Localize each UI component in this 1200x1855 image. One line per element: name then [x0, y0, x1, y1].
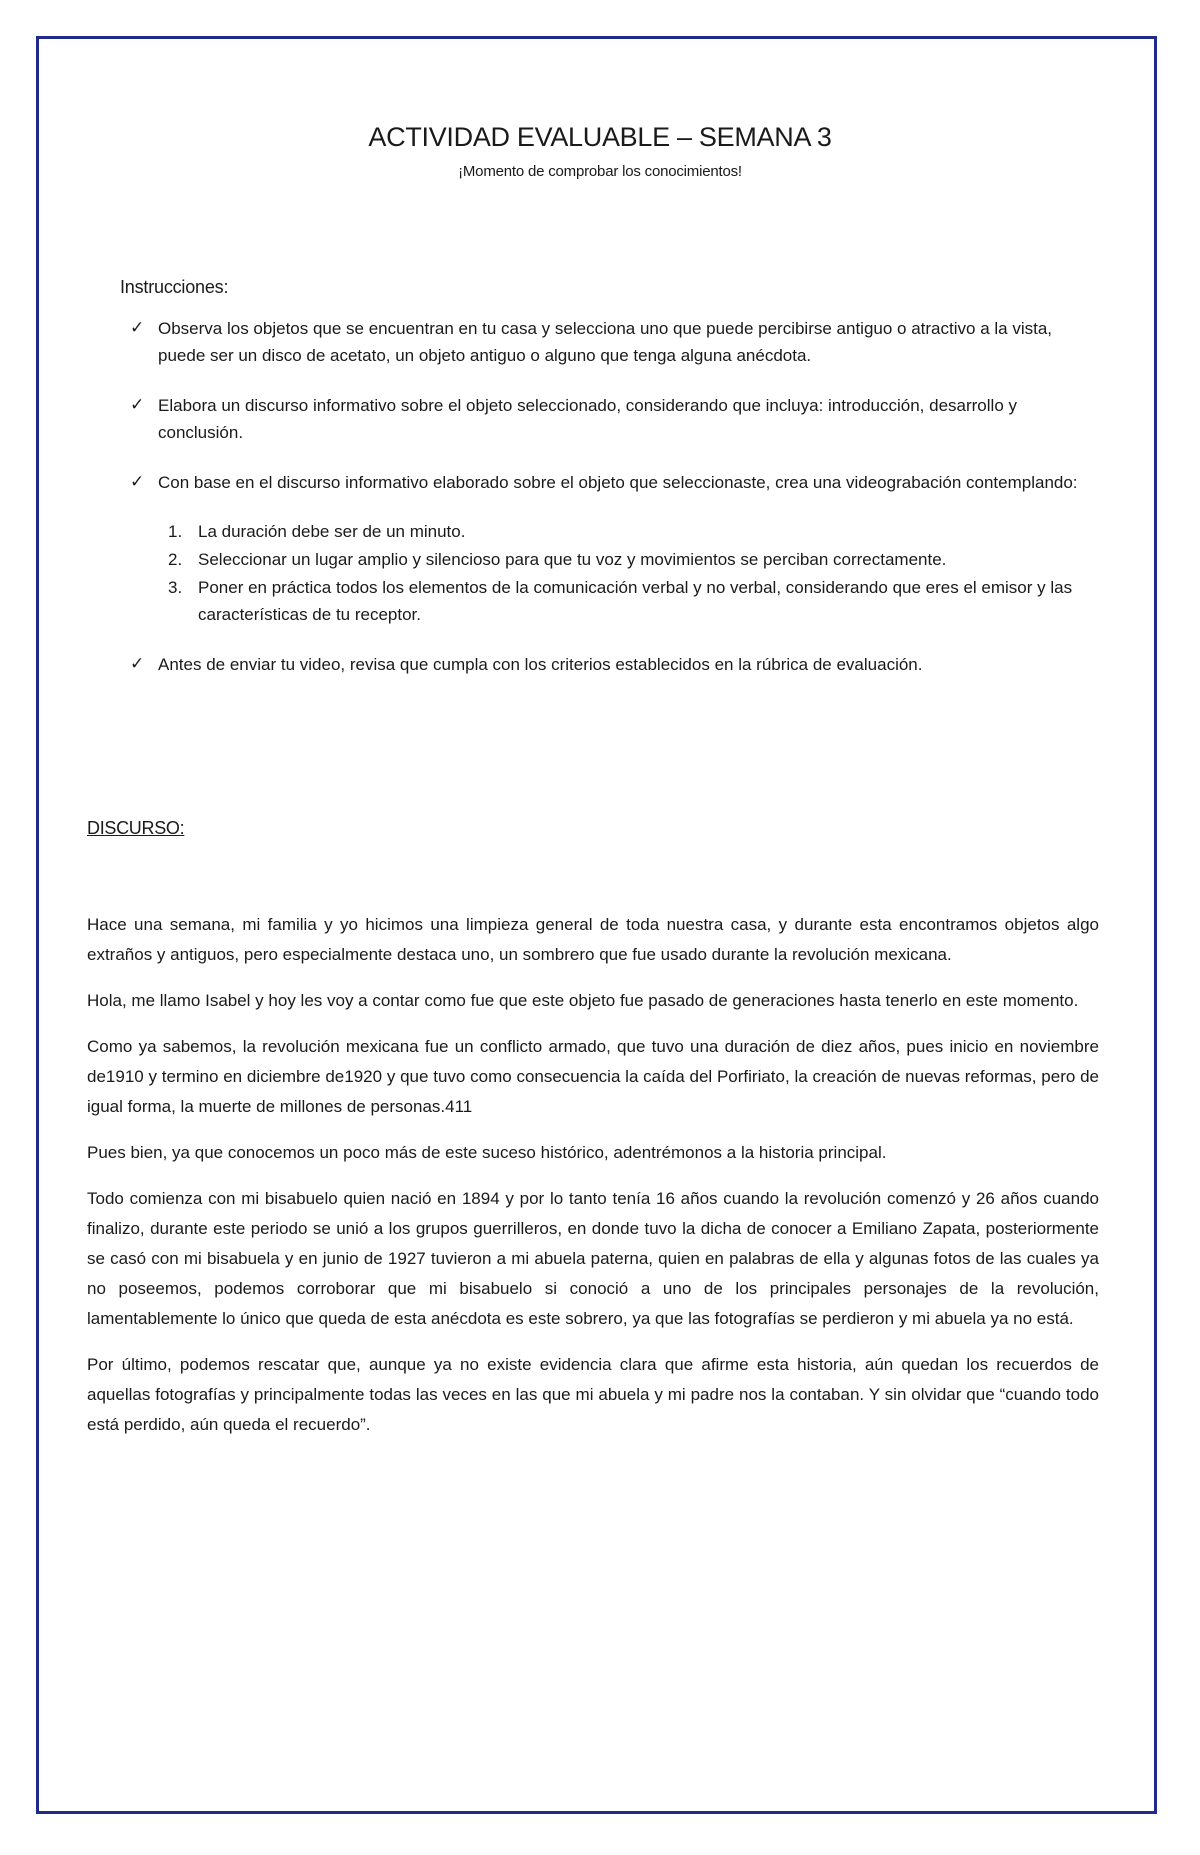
speech-paragraph: Hola, me llamo Isabel y hoy les voy a contar como fue que este objeto fue pasado de generaciones hasta tenerlo en este momento.	[87, 991, 1079, 1010]
step-number: 1.	[168, 522, 183, 541]
checkmark-icon: ✓	[130, 318, 145, 338]
speech-paragraph: Todo comienza con mi bisabuelo quien nació en 1894 y por lo tanto tenía 16 años cuando la revolución comenzó y 26 años cuando finalizo, durante este periodo se unió a los grupos guerrilleros, en donde tuvo la dicha de conocer a Emiliano Zapata, posteriormente se casó con mi bisabuela y en junio de 1927 tuvieron a mi abuela paterna, quien en palabras de ella y algunas fotos de las cuales ya no poseemos, podemos corroborar que mi bisabuelo si conoció a uno de los principales personajes de la revolución, lamentablemente lo único que queda de esta anécdota es este sobrero, ya que las fotografías se perdieron y mi abuela ya no está.	[87, 1189, 1099, 1328]
step-item	[158, 574, 1095, 628]
speech-paragraph: Por último, podemos rescatar que, aunque ya no existe evidencia clara que afirme esta historia, aún quedan los recuerdos de aquellas fotografías y principalmente todas las veces en las que mi abuela y mi padre nos la contaban. Y sin olvidar que “cuando todo está perdido, aún queda el recuerdo”.	[87, 1355, 1099, 1434]
instructions-list	[130, 315, 1095, 701]
instruction-item	[130, 315, 1095, 369]
instruction-item	[130, 392, 1095, 446]
instruction-text: Observa los objetos que se encuentran en tu casa y selecciona uno que puede percibirse antiguo o atractivo a la vista, puede ser un disco de acetato, un objeto antiguo o alguno que tenga alguna anécdota.	[158, 319, 1053, 365]
instruction-text: Elabora un discurso informativo sobre el objeto seleccionado, considerando que incluya: introducción, desarrollo y conclusión.	[158, 396, 1017, 442]
speech-paragraph: Hace una semana, mi familia y yo hicimos una limpieza general de toda nuestra casa, y durante esta encontramos objetos algo extraños y antiguos, pero especialmente destaca uno, un sombrero que fue usado durante la revolución mexicana.	[87, 915, 1099, 964]
step-text: Poner en práctica todos los elementos de la comunicación verbal y no verbal, considerando que eres el emisor y las características de tu receptor.	[198, 578, 1073, 624]
step-number: 2.	[168, 550, 183, 569]
step-item	[158, 518, 1095, 545]
speech-heading: DISCURSO:	[87, 818, 185, 838]
instruction-text: Antes de enviar tu video, revisa que cumpla con los criterios establecidos en la rúbrica de evaluación.	[158, 655, 923, 674]
instructions-heading	[120, 277, 228, 298]
step-text: La duración debe ser de un minuto.	[198, 522, 466, 541]
document-subtitle: ¡Momento de comprobar los conocimientos!	[458, 163, 742, 180]
instruction-item	[130, 651, 1095, 678]
checkmark-icon: ✓	[130, 472, 145, 492]
step-item	[158, 546, 1095, 573]
step-text: Seleccionar un lugar amplio y silencioso para que tu voz y movimientos se perciban correctamente.	[198, 550, 947, 569]
instruction-item	[130, 469, 1095, 628]
speech-paragraph: Pues bien, ya que conocemos un poco más de este suceso histórico, adentrémonos a la historia principal.	[87, 1143, 887, 1162]
speech-paragraph: Como ya sabemos, la revolución mexicana fue un conflicto armado, que tuvo una duración de diez años, pues inicio en noviembre de1910 y termino en diciembre de1920 y que tuvo como consecuencia la caída del Porfiriato, la creación de nuevas reformas, pero de igual forma, la muerte de millones de personas.411	[87, 1037, 1099, 1116]
document-title: ACTIVIDAD EVALUABLE – SEMANA 3	[368, 122, 832, 152]
checkmark-icon: ✓	[130, 395, 145, 415]
instructions-heading-colon: :	[223, 277, 229, 297]
speech-body	[87, 910, 1099, 1456]
instructions-heading-label: Instrucciones	[120, 277, 224, 297]
step-number: 3.	[168, 578, 183, 597]
video-steps-list	[158, 518, 1095, 628]
instruction-text: Con base en el discurso informativo elaborado sobre el objeto que seleccionaste, crea una videograbación contemplando:	[158, 473, 1078, 492]
checkmark-icon: ✓	[130, 654, 145, 674]
